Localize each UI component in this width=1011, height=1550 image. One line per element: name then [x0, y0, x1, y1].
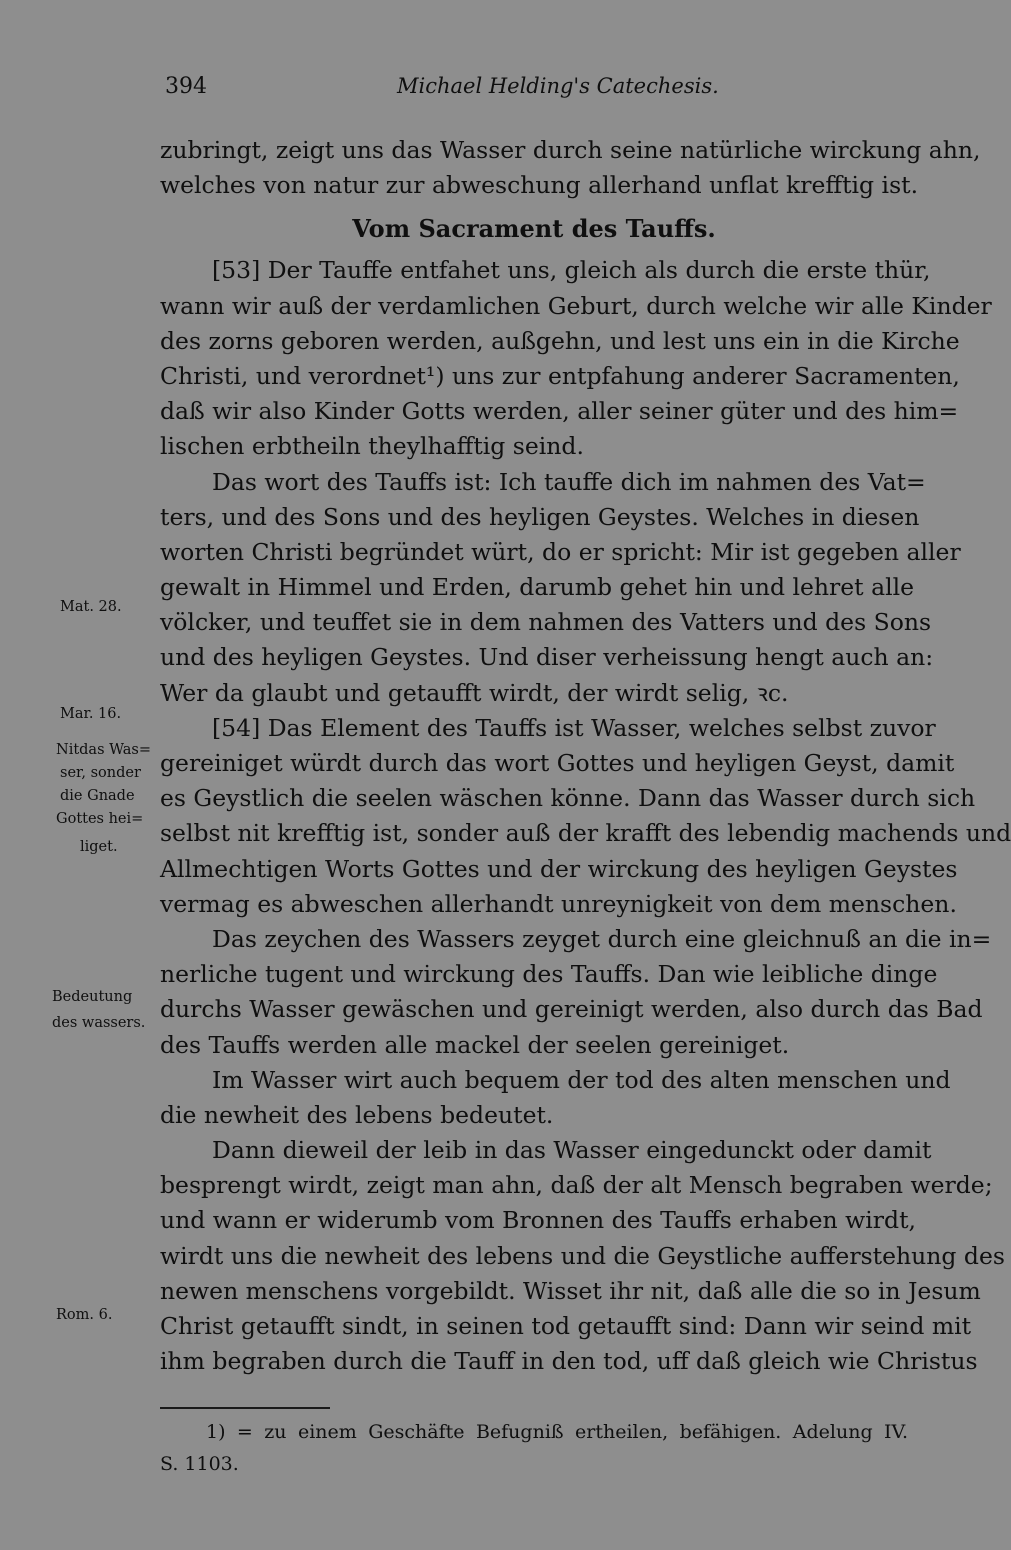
text-line: Im Wasser wirt auch bequem der tod des alten menschen und: [212, 1065, 951, 1094]
margin-note-nit: Gottes hei=: [56, 811, 144, 827]
margin-note-mar: Mar. 16.: [60, 706, 122, 722]
text-line: die newheit des lebens bedeutet.: [160, 1100, 554, 1129]
text-line: es Geystlich die seelen wäschen könne. Dann das Wasser durch sich: [160, 784, 976, 813]
text-line: und des heyligen Geystes. Und diser verheissung hengt auch an:: [160, 643, 934, 672]
footnote-line: 1) = zu einem Geschäfte Befugniß ertheilen, befähigen. Adelung IV.: [206, 1421, 908, 1443]
text-line: gewalt in Himmel und Erden, darumb gehet hin und lehret alle: [160, 573, 915, 602]
text-line: Christi, und verordnet¹) uns zur entpfahung anderer Sacramenten,: [160, 361, 960, 390]
text-line: vermag es abweschen allerhandt unreynigkeit von dem menschen.: [160, 889, 957, 918]
text-line: newen menschens vorgebildt. Wisset ihr nit, daß alle die so in Jesum: [160, 1276, 981, 1305]
text-line: besprengt wirdt, zeigt man ahn, daß der alt Mensch begraben werde;: [160, 1171, 993, 1200]
margin-note-mat: Mat. 28.: [60, 599, 122, 615]
text-line: durchs Wasser gewäschen und gereinigt werden, also durch das Bad: [160, 995, 983, 1024]
margin-note-nit: die Gnade: [60, 788, 135, 804]
margin-note-nit: Nitdas Was=: [56, 742, 152, 758]
margin-note-bedeutung: Bedeutung: [52, 989, 133, 1005]
margin-note-rom: Rom. 6.: [56, 1307, 113, 1323]
page-header: [165, 74, 910, 108]
text-line: gereiniget würdt durch das wort Gottes und heyligen Geyst, damit: [160, 749, 955, 777]
footnote: [160, 1416, 908, 1480]
text-line: lischen erbtheiln theylhafftig seind.: [160, 432, 584, 461]
margin-note-nit: ser, sonder: [60, 765, 141, 781]
footnote-rule: [160, 1407, 330, 1409]
text-line: welches von natur zur abweschung allerhand unflat krefftig ist.: [160, 171, 919, 200]
text-line: wirdt uns die newheit des lebens und die Geystliche aufferstehung des: [160, 1241, 1005, 1270]
text-line: Allmechtigen Worts Gottes und der wirckung des heyligen Geystes: [160, 854, 958, 883]
text-line: worten Christi begründet würt, do er spricht: Mir ist gegeben aller: [160, 537, 961, 566]
text-line: Das zeychen des Wassers zeyget durch eine gleichnuß an die in=: [212, 924, 992, 953]
page-number: 394: [165, 74, 207, 99]
text-line: selbst nit krefftig ist, sonder auß der krafft des lebendig machends und: [160, 819, 1011, 848]
text-line: ters, und des Sons und des heyligen Geystes. Welches in diesen: [160, 502, 920, 531]
text-line: nerliche tugent und wirckung des Tauffs. Dan wie leibliche dinge: [160, 960, 938, 989]
text-line: des Tauffs werden alle mackel der seelen gereiniget.: [160, 1030, 790, 1059]
text-line: Christ getaufft sindt, in seinen tod getaufft sind: Dann wir seind mit: [160, 1312, 972, 1340]
main-text: [160, 133, 1011, 1379]
text-line: ihm begraben durch die Tauff in den tod, uff daß gleich wie Christus: [160, 1347, 978, 1376]
text-line: [53] Der Tauffe entfahet uns, gleich als durch die erste thür,: [212, 256, 931, 285]
text-line: daß wir also Kinder Gotts werden, aller seiner güter und des him=: [160, 397, 959, 426]
text-line: Das wort des Tauffs ist: Ich tauffe dich im nahmen des Vat=: [212, 467, 926, 496]
text-line: zubringt, zeigt uns das Wasser durch seine natürliche wirckung ahn,: [160, 136, 981, 164]
text-line: völcker, und teuffet sie in dem nahmen des Vatters und des Sons: [160, 608, 932, 637]
margin-note-nit: liget.: [80, 839, 118, 855]
text-line: und wann er widerumb vom Bronnen des Tauffs erhaben wirdt,: [160, 1206, 916, 1235]
footnote-line: S. 1103.: [160, 1453, 239, 1475]
section-heading: Vom Sacrament des Tauffs.: [352, 214, 716, 244]
text-line: [54] Das Element des Tauffs ist Wasser, welches selbst zuvor: [212, 713, 936, 742]
margin-note-bedeutung: des wassers.: [52, 1015, 146, 1031]
text-line: wann wir auß der verdamlichen Geburt, durch welche wir alle Kinder: [160, 291, 992, 320]
text-line: Wer da glaubt und getaufft wirdt, der wirdt selig, ꝛc.: [160, 678, 789, 707]
text-line: des zorns geboren werden, außgehn, und lest uns ein in die Kirche: [160, 326, 960, 355]
running-title: Michael Helding's Catechesis.: [397, 74, 719, 98]
text-line: Dann dieweil der leib in das Wasser eingedunckt oder damit: [212, 1136, 932, 1165]
